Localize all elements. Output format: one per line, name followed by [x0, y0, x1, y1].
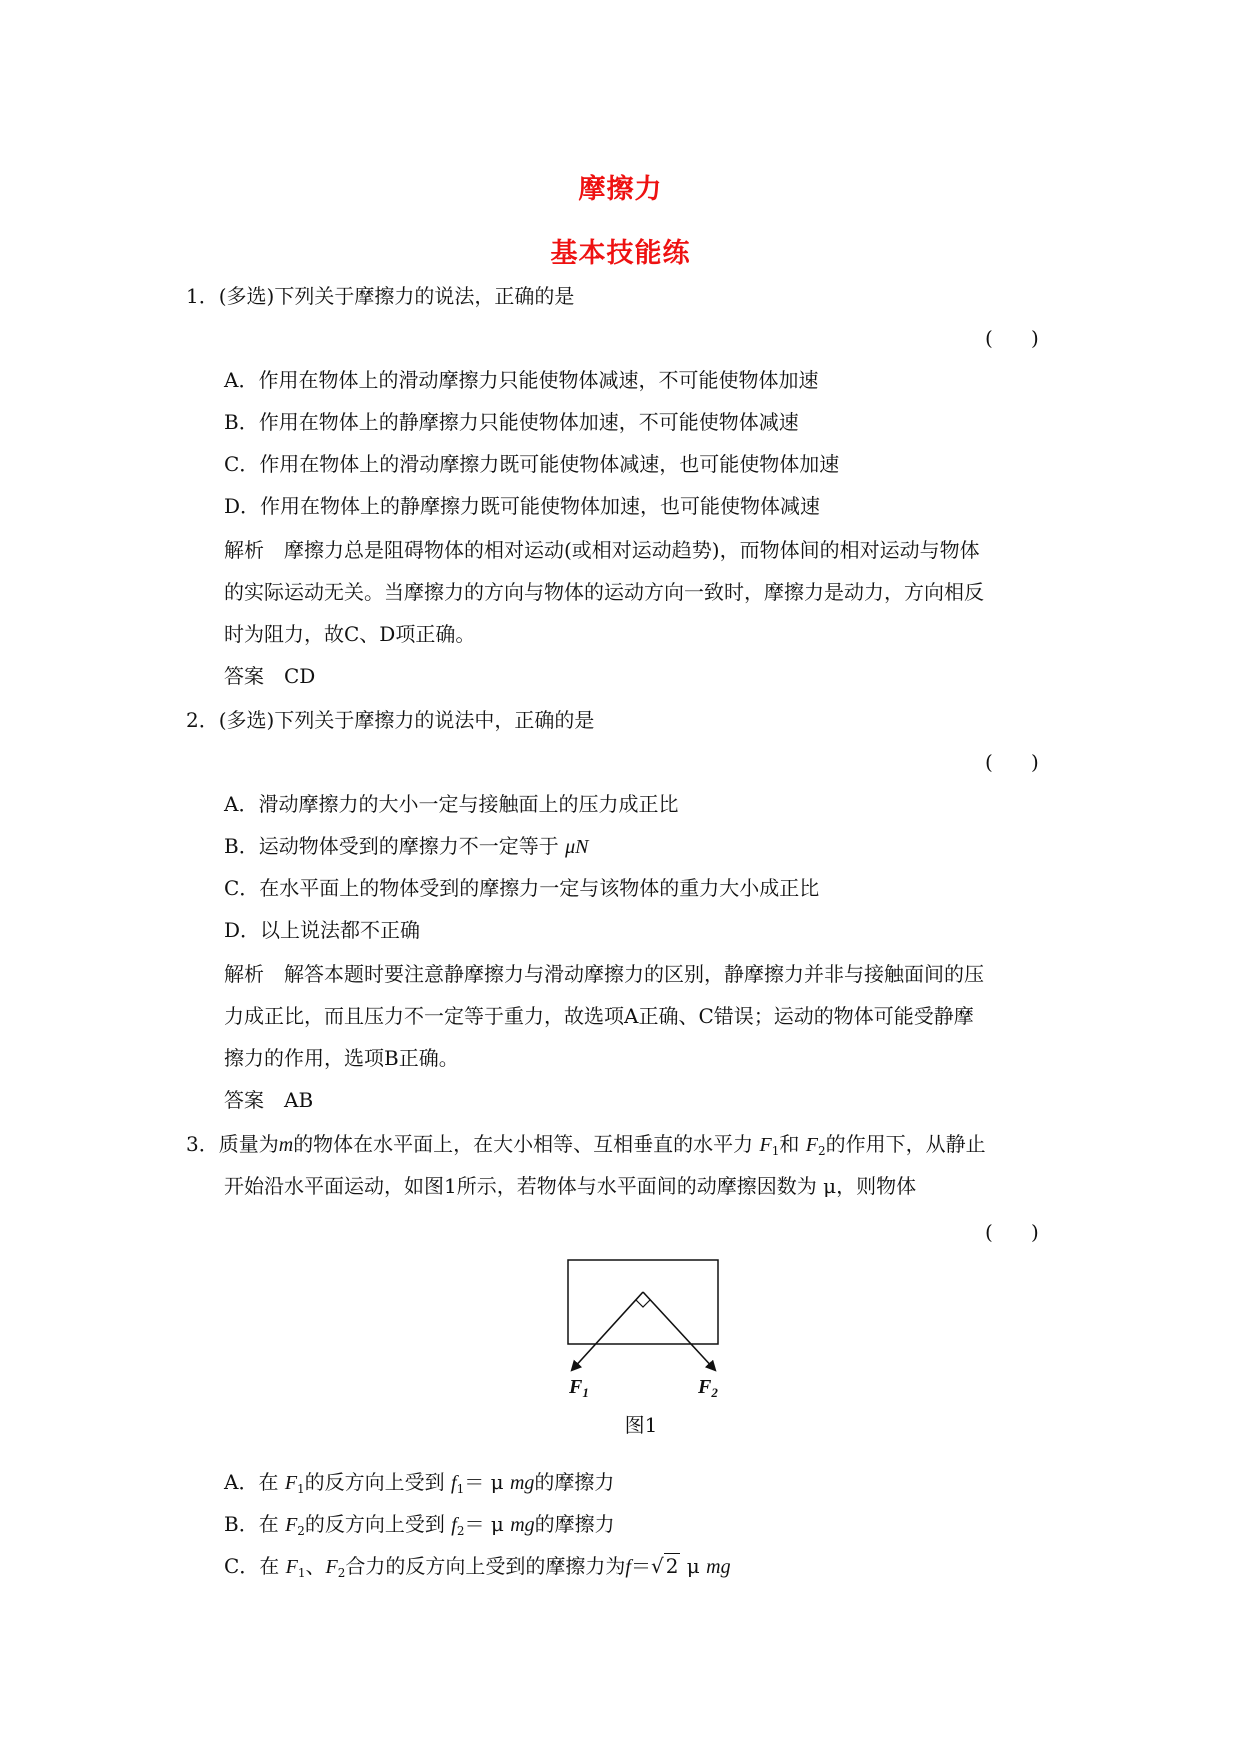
sqrt-icon: √	[650, 1554, 664, 1578]
option-text: μ	[680, 1554, 700, 1578]
option-text: ＝ μ	[464, 1470, 504, 1494]
question-2-option-d: D．以上说法都不正确	[224, 918, 421, 942]
question-3-stem	[186, 1130, 986, 1165]
right-angle-mark	[636, 1300, 650, 1307]
answer-label: 答案	[224, 664, 264, 688]
question-2-analysis-line-2: 力成正比，而且压力不一定等于重力，故选项A正确、C错误；运动的物体可能受静摩	[224, 1004, 974, 1028]
stem-text: 的物体在水平面上，在大小相等、互相垂直的水平力	[293, 1132, 754, 1156]
symbol-f: F	[285, 1514, 298, 1536]
symbol-f: f	[451, 1472, 457, 1494]
formula-mu-n: μN	[565, 836, 589, 858]
question-3-stem-line-2: 开始沿水平面运动，如图1所示，若物体与水平面间的动摩擦因数为 μ，则物体	[224, 1174, 917, 1198]
stem-text: 和	[779, 1132, 800, 1156]
question-2-answer-blank: ( )	[985, 750, 1039, 774]
symbol-f: f	[625, 1556, 631, 1578]
block-rectangle	[568, 1260, 718, 1344]
section-title: 基本技能练	[550, 238, 691, 269]
analysis-label: 解析	[224, 962, 264, 986]
question-3-option-b	[224, 1510, 615, 1545]
question-2-answer	[224, 1086, 313, 1114]
symbol-mg: mg	[509, 1472, 535, 1494]
symbol-f: f	[451, 1514, 457, 1536]
stem-text: 3．质量为	[186, 1132, 279, 1156]
label-f1: $F_1$	[569, 1376, 589, 1400]
option-text: ＝	[630, 1554, 651, 1578]
symbol-f: F	[759, 1134, 772, 1156]
question-2-stem: 2．(多选)下列关于摩擦力的说法中，正确的是	[186, 708, 595, 732]
figure-1-diagram	[555, 1250, 735, 1400]
force-arrow-f1	[572, 1292, 643, 1370]
question-1-option-a: A．作用在物体上的滑动摩擦力只能使物体减速，不可能使物体加速	[224, 368, 819, 392]
question-3-answer-blank: ( )	[985, 1220, 1039, 1244]
label-f2: $F_2$	[698, 1376, 718, 1400]
question-1-analysis-line-3: 时为阻力，故C、D项正确。	[224, 622, 476, 646]
option-text: 的反方向上受到	[304, 1470, 445, 1494]
answer-value: CD	[284, 664, 316, 688]
symbol-f: F	[285, 1556, 298, 1578]
figure-caption: 图1	[624, 1413, 658, 1437]
answer-value: AB	[284, 1088, 314, 1112]
question-1-analysis-line-2: 的实际运动无关。当摩擦力的方向与物体的运动方向一致时，摩擦力是动力，方向相反	[224, 580, 984, 604]
question-3-option-c	[224, 1552, 731, 1587]
question-2-analysis-line-3: 擦力的作用，选项B正确。	[224, 1046, 459, 1070]
question-1-option-c: C．作用在物体上的滑动摩擦力既可能使物体减速，也可能使物体加速	[224, 452, 840, 476]
option-text: 、	[305, 1554, 326, 1578]
analysis-label: 解析	[224, 538, 264, 562]
analysis-text: 解答本题时要注意静摩擦力与滑动摩擦力的区别，静摩擦力并非与接触面间的压	[284, 962, 984, 986]
subscript: 1	[297, 1566, 306, 1580]
subscript: 1	[297, 1482, 305, 1496]
symbol-m: m	[278, 1134, 294, 1156]
question-1-answer	[224, 662, 315, 690]
subscript: 2	[456, 1524, 465, 1538]
question-2-analysis	[224, 960, 984, 988]
option-text: C．在	[224, 1554, 280, 1578]
question-1-option-b: B．作用在物体上的静摩擦力只能使物体加速，不可能使物体减速	[224, 410, 799, 434]
symbol-mg: mg	[706, 1556, 731, 1578]
subscript: 1	[456, 1482, 465, 1496]
option-text: 的反方向上受到	[304, 1512, 445, 1536]
subscript: 2	[817, 1144, 826, 1158]
question-3-option-a	[224, 1468, 614, 1503]
symbol-f: F	[325, 1556, 338, 1578]
question-1-analysis	[224, 536, 980, 564]
answer-label: 答案	[224, 1088, 264, 1112]
subscript: 1	[771, 1144, 780, 1158]
sqrt-radicand: 2	[665, 1554, 679, 1578]
option-text: A．在	[224, 1470, 279, 1494]
subscript: 2	[337, 1566, 346, 1580]
option-text: ＝ μ	[464, 1512, 504, 1536]
option-text: 的摩擦力	[534, 1470, 615, 1494]
force-arrow-f2	[643, 1292, 715, 1370]
analysis-text: 摩擦力总是阻碍物体的相对运动(或相对运动趋势)，而物体间的相对运动与物体	[284, 538, 980, 562]
question-1-option-d: D．作用在物体上的静摩擦力既可能使物体加速，也可能使物体减速	[224, 494, 821, 518]
question-1-answer-blank: ( )	[985, 326, 1039, 350]
question-2-option-a: A．滑动摩擦力的大小一定与接触面上的压力成正比	[224, 792, 679, 816]
symbol-f: F	[284, 1472, 298, 1494]
subscript: 2	[297, 1524, 305, 1538]
question-1-stem: 1．(多选)下列关于摩擦力的说法，正确的是	[186, 284, 575, 308]
option-text: B．运动物体受到的摩擦力不一定等于	[224, 834, 566, 858]
option-text: 合力的反方向上受到的摩擦力为	[345, 1554, 626, 1578]
option-text: B．在	[224, 1512, 279, 1536]
page-title: 摩擦力	[578, 174, 663, 205]
question-2-option-b	[224, 832, 588, 861]
option-text: 的摩擦力	[534, 1512, 615, 1536]
symbol-f: F	[805, 1134, 818, 1156]
symbol-mg: mg	[510, 1514, 535, 1536]
question-2-option-c: C．在水平面上的物体受到的摩擦力一定与该物体的重力大小成正比	[224, 876, 820, 900]
stem-text: 的作用下，从静止	[825, 1132, 986, 1156]
